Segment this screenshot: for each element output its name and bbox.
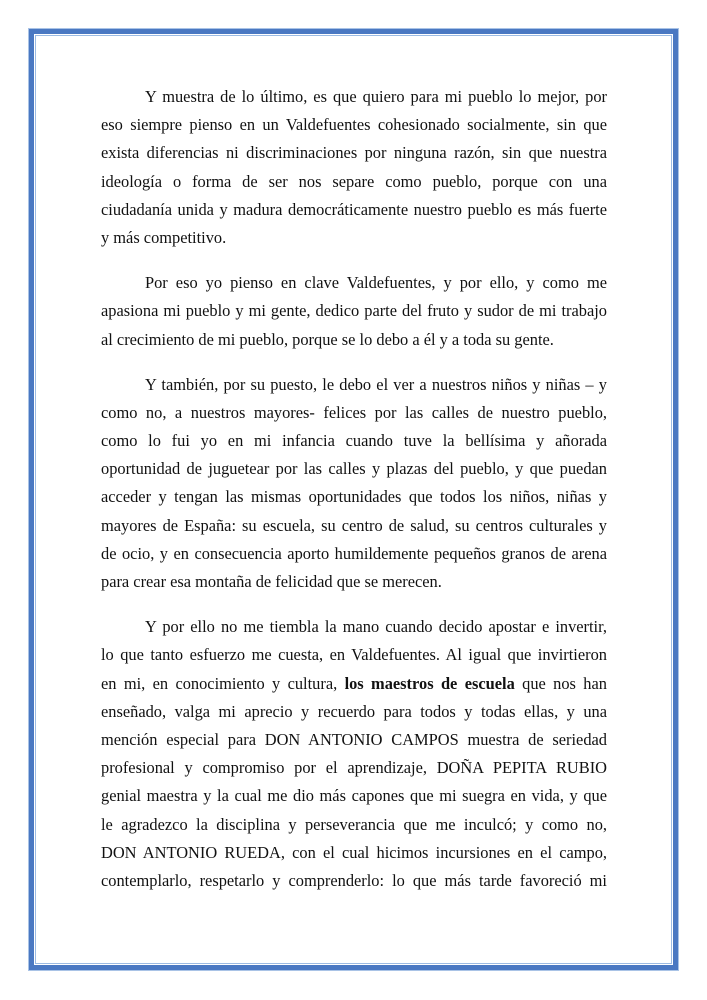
text-line: mayores de España: su escuela, su centro de salud, su centros culturales y [101, 515, 607, 535]
text-line: Por eso yo pienso en clave Valdefuentes, y por ello, y como me [145, 273, 607, 293]
text-line [101, 670, 607, 698]
paragraph [101, 269, 607, 354]
text-line: acceder y tengan las mismas oportunidades que todos los niños, niñas y [101, 487, 607, 507]
text-line: contemplarlo, respetarlo y comprenderlo: lo que más tarde favoreció mi [101, 870, 607, 890]
paragraph [101, 371, 607, 597]
text-line: ideología o forma de ser nos separe como pueblo, porque con una [101, 171, 607, 191]
paragraph [101, 613, 607, 895]
text-line: Y también, por su puesto, le debo el ver a nuestros niños y niñas – y [145, 374, 607, 394]
text-line: como lo fui yo en mi infancia cuando tuve la bellísima y añorada [101, 431, 607, 451]
text-line: Y muestra de lo último, es que quiero para mi pueblo lo mejor, por [145, 87, 607, 106]
bold-text: los maestros de escuela [344, 673, 515, 693]
text-segment: que nos han [514, 673, 607, 693]
text-line: de ocio, y en consecuencia aporto humildemente pequeños granos de arena [101, 543, 607, 563]
text-line: eso siempre pienso en un Valdefuentes cohesionado socialmente, sin que [101, 115, 607, 135]
text-line: apasiona mi pueblo y mi gente, dedico parte del fruto y sudor de mi trabajo [101, 301, 607, 321]
text-line: Y por ello no me tiembla la mano cuando decido apostar e invertir, [145, 617, 607, 637]
text-line: ciudadanía unida y madura democráticamente nuestro pueblo es más fuerte [101, 199, 607, 219]
text-line: DON ANTONIO RUEDA, con el cual hicimos incursiones en el campo, [101, 842, 607, 862]
text-line: le agradezco la disciplina y perseverancia que me inculcó; y como no, [101, 814, 607, 834]
text-line: exista diferencias ni discriminaciones por ninguna razón, sin que nuestra [101, 143, 607, 163]
text-line: genial maestra y la cual me dio más capones que mi suegra en vida, y que [101, 786, 607, 806]
text-line: profesional y compromiso por el aprendizaje, DOÑA PEPITA RUBIO [101, 758, 607, 778]
paragraph [101, 83, 607, 252]
text-line: mención especial para DON ANTONIO CAMPOS muestra de seriedad [101, 729, 607, 749]
text-line: al crecimiento de mi pueblo, porque se lo debo a él y a toda su gente. [101, 329, 554, 349]
text-line: como no, a nuestros mayores- felices por las calles de nuestro pueblo, [101, 402, 607, 422]
text-segment: en mi, en conocimiento y cultura, [101, 673, 345, 693]
document-body [101, 83, 607, 912]
text-line: y más competitivo. [101, 227, 227, 247]
text-line: para crear esa montaña de felicidad que se merecen. [101, 572, 442, 591]
text-line: enseñado, valga mi aprecio y recuerdo para todos y todas ellas, y una [101, 701, 607, 721]
text-line: lo que tanto esfuerzo me cuesta, en Valdefuentes. Al igual que invirtieron [101, 645, 607, 665]
text-line: oportunidad de juguetear por las calles y plazas del pueblo, y que puedan [101, 459, 607, 479]
